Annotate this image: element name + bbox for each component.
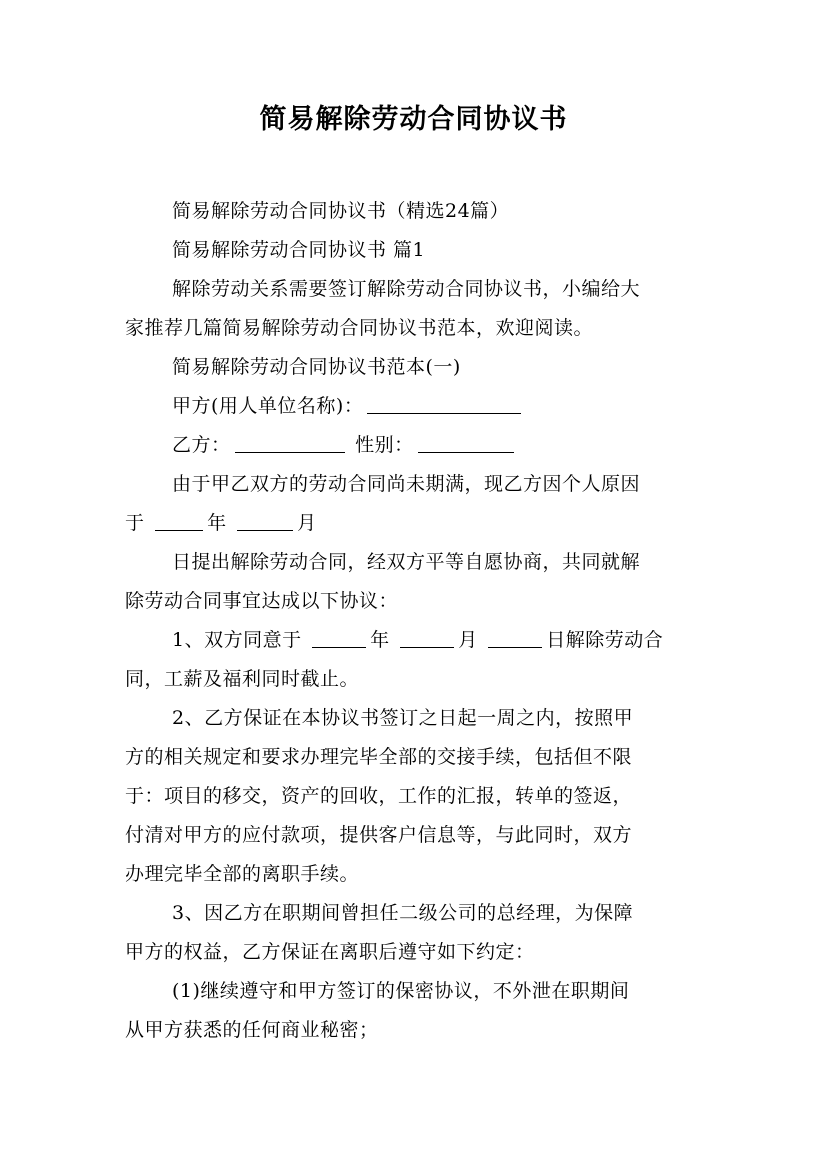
gender-label: 性别： bbox=[355, 434, 414, 456]
paragraph-line: 日提出解除劳动合同，经双方平等自愿协商，共同就解 bbox=[172, 551, 641, 573]
clause-1-month-blank[interactable] bbox=[400, 627, 454, 648]
paragraph-line: 解除劳动关系需要签订解除劳动合同协议书，小编给大 bbox=[172, 278, 641, 300]
date-text-yu: 于 bbox=[125, 512, 145, 534]
gender-blank[interactable] bbox=[418, 432, 514, 453]
template-heading: 简易解除劳动合同协议书范本(一) bbox=[172, 356, 461, 378]
clause-1-year-blank[interactable] bbox=[312, 627, 366, 648]
party-b-label: 乙方： bbox=[172, 434, 231, 456]
date-text-year: 年 bbox=[207, 512, 227, 534]
clause-1-line bbox=[125, 627, 715, 653]
party-a-blank[interactable] bbox=[367, 393, 521, 414]
subtitle-line: 简易解除劳动合同协议书（精选24篇） bbox=[172, 200, 510, 222]
date-line bbox=[125, 510, 715, 536]
document-title: 简易解除劳动合同协议书 bbox=[259, 104, 568, 135]
section-heading: 简易解除劳动合同协议书 篇1 bbox=[172, 239, 426, 261]
paragraph-line: 由于甲乙双方的劳动合同尚未期满，现乙方因个人原因 bbox=[172, 473, 641, 495]
date-text-month: 月 bbox=[297, 512, 317, 534]
clause-1-day: 日解除劳动合 bbox=[546, 629, 664, 651]
clause-2-line: 2、乙方保证在本协议书签订之日起一周之内，按照甲 bbox=[172, 707, 634, 729]
paragraph-line: 付清对甲方的应付款项，提供客户信息等，与此同时，双方 bbox=[125, 824, 633, 846]
party-a-label: 甲方(用人单位名称)： bbox=[172, 395, 364, 417]
clause-1-text: 1、双方同意于 bbox=[172, 629, 302, 651]
paragraph-line: 甲方的权益，乙方保证在离职后遵守如下约定： bbox=[125, 941, 535, 963]
clause-1-month: 月 bbox=[458, 629, 478, 651]
year-blank[interactable] bbox=[155, 510, 203, 531]
paragraph-line: 从甲方获悉的任何商业秘密； bbox=[125, 1019, 379, 1041]
clause-3-line: 3、因乙方在职期间曾担任二级公司的总经理，为保障 bbox=[172, 902, 634, 924]
paragraph-line: 除劳动合同事宜达成以下协议： bbox=[125, 590, 399, 612]
paragraph-line: 同，工薪及福利同时截止。 bbox=[125, 668, 360, 690]
paragraph-line: 家推荐几篇简易解除劳动合同协议书范本，欢迎阅读。 bbox=[125, 317, 594, 339]
clause-1-day-blank[interactable] bbox=[488, 627, 542, 648]
sub-clause-line: (1)继续遵守和甲方签订的保密协议，不外泄在职期间 bbox=[172, 980, 630, 1002]
month-blank[interactable] bbox=[237, 510, 293, 531]
clause-1-year: 年 bbox=[370, 629, 390, 651]
party-b-line bbox=[125, 432, 715, 458]
party-a-line bbox=[125, 393, 715, 419]
paragraph-line: 办理完毕全部的离职手续。 bbox=[125, 863, 360, 885]
paragraph-line: 于：项目的移交，资产的回收，工作的汇报，转单的签返， bbox=[125, 785, 633, 807]
party-b-blank[interactable] bbox=[235, 432, 345, 453]
paragraph-line: 方的相关规定和要求办理完毕全部的交接手续，包括但不限 bbox=[125, 746, 633, 768]
